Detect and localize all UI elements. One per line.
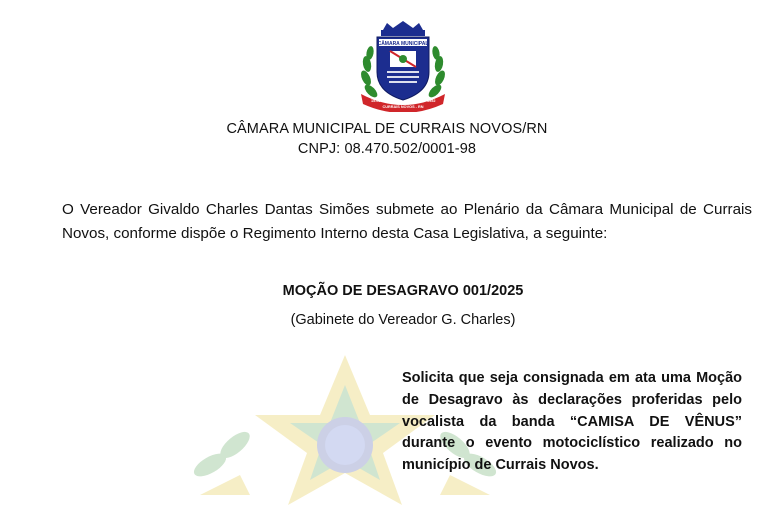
motion-summary: Solicita que seja consignada em ata uma Moção de Desagravo às declarações proferidas pelo vocalista da banda “CAMISA DE VÊNUS” durante o evento motociclístico realizado no município de Currais Novos. bbox=[402, 370, 742, 474]
camara-municipal-emblem bbox=[357, 20, 449, 112]
motion-title: MOÇÃO DE DESAGRAVO 001/2025 bbox=[282, 283, 524, 299]
ribbon-left-text: 15.08 bbox=[371, 99, 381, 103]
ribbon-center-text: CURRAIS NOVOS - RN bbox=[382, 105, 424, 109]
emblem-banner-text: CÂMARA MUNICIPAL bbox=[377, 40, 429, 47]
motion-subtitle: (Gabinete do Vereador G. Charles) bbox=[290, 312, 516, 328]
cnpj-number: CNPJ: 08.470.502/0001-98 bbox=[297, 141, 477, 157]
ribbon-right-text: 1952 bbox=[427, 99, 436, 103]
institution-name: CÂMARA MUNICIPAL DE CURRAIS NOVOS/RN bbox=[226, 121, 548, 137]
intro-paragraph: O Vereador Givaldo Charles Dantas Simões submete ao Plenário da Câmara Municipal de Currais Novos, conforme dispõe o Regimento Interno desta Casa Legislativa, a seguinte: bbox=[62, 201, 752, 242]
